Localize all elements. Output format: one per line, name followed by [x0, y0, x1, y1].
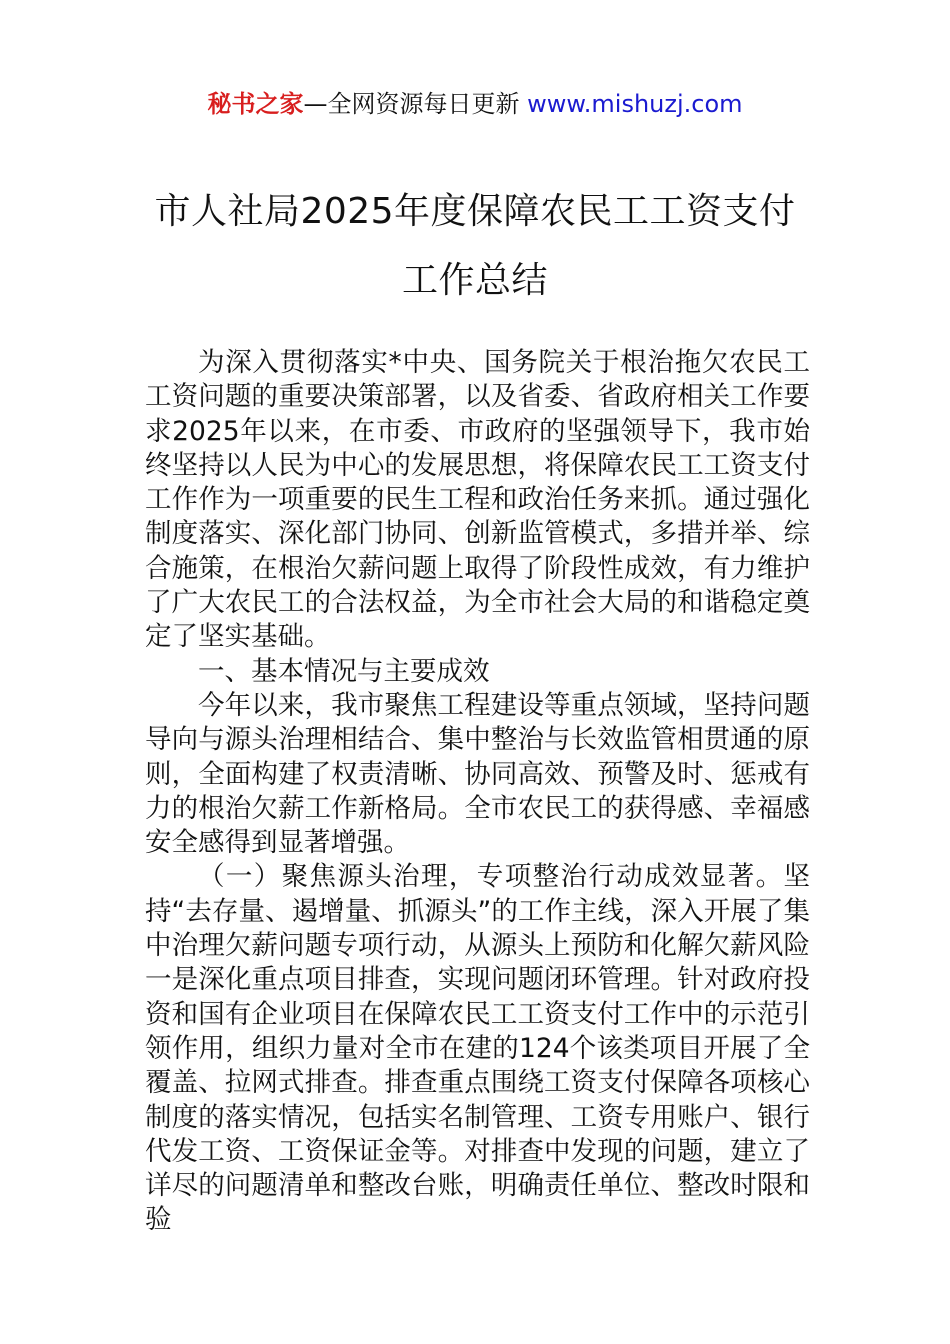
site-url[interactable]: www.mishuzj.com — [527, 90, 743, 118]
section-1-paragraph: 今年以来，我市聚焦工程建设等重点领域，坚持问题导向与源头治理相结合、集中整治与长效监管相贯通的原则，全面构建了权责清晰、协同高效、预警及时、惩戒有力的根治欠薪工作新格局。全市农民工的获得感、幸福感安全感得到显著增强。 — [145, 689, 810, 859]
intro-paragraph: 为深入贯彻落实*中央、国务院关于根治拖欠农民工工资问题的重要决策部署，以及省委、省政府相关工作要求2025年以来，在市委、市政府的坚强领导下，我市始终坚持以人民为中心的发展思想，将保障农民工工资支付工作作为一项重要的民生工程和政治任务来抓。通过强化制度落实、深化部门协同、创新监管模式，多措并举、综合施策，在根治欠薪问题上取得了阶段性成效，有力维护了广大农民工的合法权益，为全市社会大局的和谐稳定奠定了坚实基础。 — [145, 347, 810, 653]
site-tagline: —全网资源每日更新 — [303, 90, 528, 118]
document-title-line-2: 工作总结 — [401, 260, 548, 301]
site-brand: 秘书之家 — [207, 90, 304, 118]
section-heading-1: 一、基本情况与主要成效 — [198, 655, 490, 687]
subsection-1-paragraph: （一）聚焦源头治理，专项整治行动成效显著。坚持“去存量、遏增量、抓源头”的工作主线，深入开展了集中治理欠薪问题专项行动，从源头上预防和化解欠薪风险一是深化重点项目排查，实现问题闭环管理。针对政府投资和国有企业项目在保障农民工工资支付工作中的示范引领作用，组织力量对全市在建的124个该类项目开展了全覆盖、拉网式排查。排查重点围绕工资支付保障各项核心制度的落实情况，包括实名制管理、工资专用账户、银行代发工资、工资保证金等。对排查中发现的问题，建立了详尽的问题清单和整改台账，明确责任单位、整改时限和验 — [145, 861, 810, 1236]
document-title-line-1: 市人社局2025年度保障农民工工资支付 — [154, 191, 796, 232]
document-body — [145, 346, 810, 1238]
site-header — [0, 88, 950, 120]
